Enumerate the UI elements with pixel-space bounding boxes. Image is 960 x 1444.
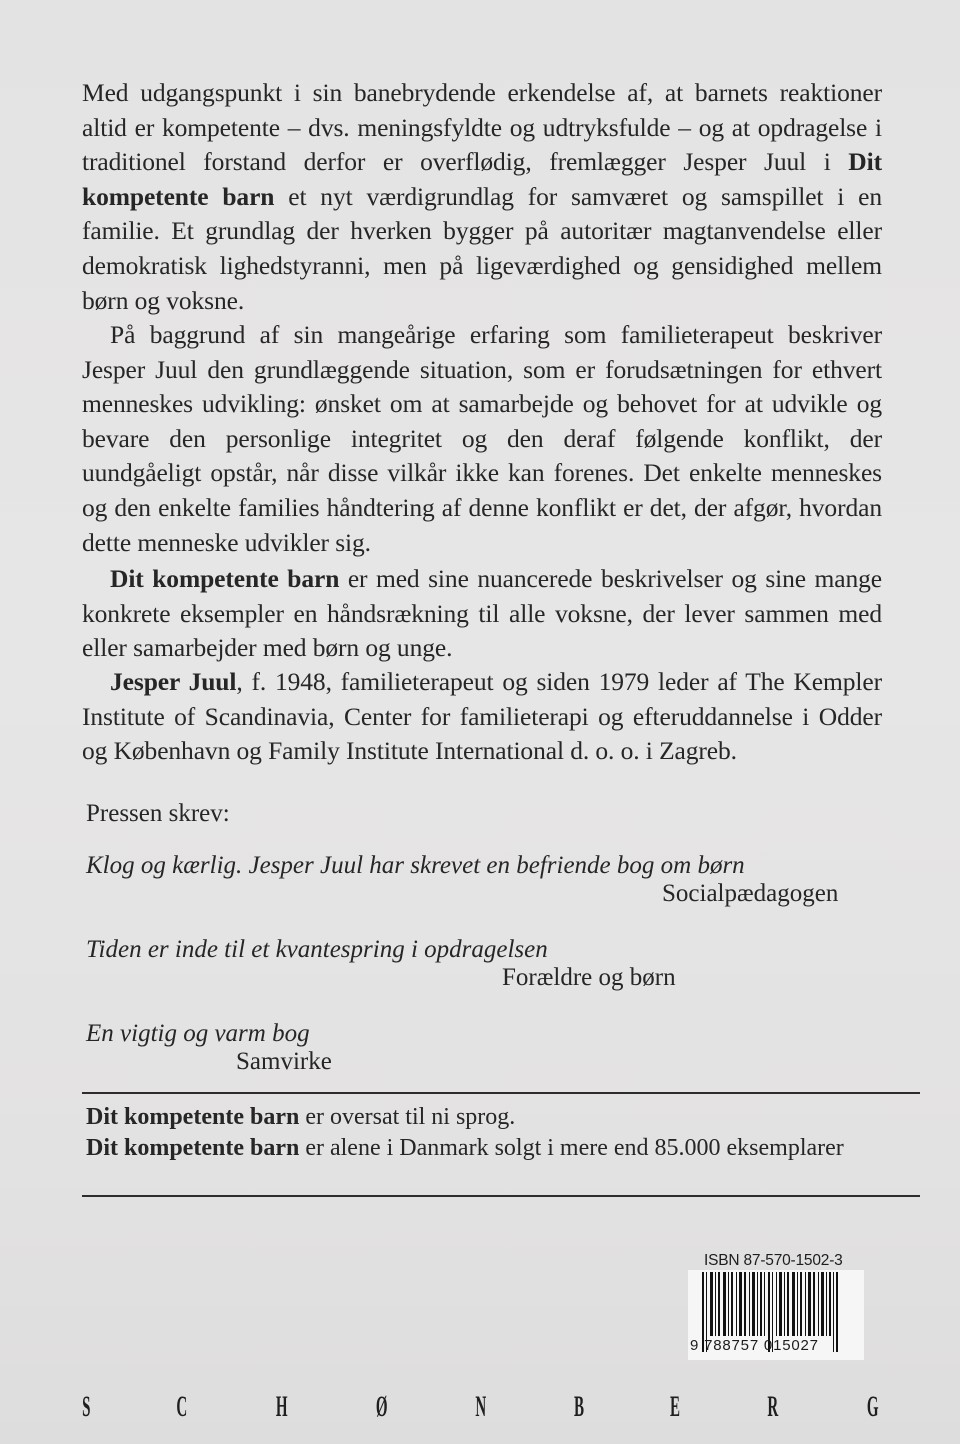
facts-line-2: Dit kompetente barn er alene i Danmark solgt i mere end 85.000 eksemplarer (86, 1135, 844, 1161)
facts-box (86, 1102, 906, 1164)
bottom-divider (82, 1195, 920, 1197)
barcode-digits: 9 788757 015027 (690, 1337, 819, 1354)
press-quote-2: Tiden er inde til et kvantespring i opdragelsen (86, 936, 548, 963)
press-quote-3: En vigtig og varm bog (86, 1020, 310, 1047)
publisher-logo (78, 1390, 884, 1424)
author-bio-paragraph: Jesper Juul, f. 1948, familieterapeut og siden 1979 leder af The Kempler Institute of Scandinavia, Center for familieterapi og efteruddannelse i Odder og København og Family Institute International d. o. o. i Zagreb. (82, 667, 882, 766)
author-name-bold: Jesper Juul (110, 667, 237, 696)
book-title-bold: Dit kompetente barn (82, 147, 882, 211)
press-source-3: Samvirke (236, 1048, 332, 1075)
press-quote-1: Klog og kærlig. Jesper Juul har skrevet en befriende bog om børn (86, 852, 745, 879)
publisher-letter: C (176, 1390, 188, 1423)
book-title-bold: Dit kompetente barn (110, 564, 340, 593)
press-source-1: Socialpædagogen (662, 880, 839, 907)
publisher-letter: H (275, 1390, 288, 1423)
description-paragraph-3: Dit kompetente barn er med sine nuancerede beskrivelser og sine mange konkrete eksempler en håndsrækning til alle voksne, der lever sammen med eller samarbejder med børn og unge. (82, 564, 883, 663)
description-paragraph-2: På baggrund af sin mangeårige erfaring som familieterapeut beskriver Jesper Juul den grundlæggende situation, som er forudsætningen for ethvert menneskes udvikling: ønsket om at samarbejde og behovet for at udvikle og bevare den personlige integritet og den deraf følgende konflikt, der uundgåeligt opstår, når disse vilkår ikke kan forenes. Det enkelte menneskes og den enkelte families håndtering af denne konflikt er det, der afgør, hvordan dette menneske udvikler sig. (82, 320, 882, 557)
publisher-letter: S (82, 1390, 91, 1423)
isbn-label: ISBN 87-570-1502-3 (704, 1252, 843, 1269)
publisher-letter: N (475, 1390, 487, 1423)
facts-line-1: Dit kompetente barn er oversat til ni sprog. (86, 1104, 516, 1130)
description-paragraph-1: Med udgangspunkt i sin banebrydende erkendelse af, at barnets reaktioner altid er kompetente – dvs. meningsfyldte og udtryksfulde – og at opdragelse i traditionel forstand derfor er overflødig, fremlægger Jesper Juul i Dit kompetente barn et nyt værdigrundlag for samværet og samspillet i en familie. Et grundlag der hverken bygger på autoritær magtanvendelse eller demokratisk lighedstyranni, men på ligeværdighed og gensidighed mellem børn og voksne. (82, 78, 882, 315)
publisher-letter: B (573, 1390, 584, 1423)
press-heading: Pressen skrev: (86, 800, 230, 827)
publisher-letter: G (866, 1390, 879, 1423)
press-source-2: Forældre og børn (502, 964, 676, 991)
publisher-letter: E (670, 1390, 681, 1423)
publisher-letter: Ø (375, 1390, 388, 1423)
publisher-letter: R (767, 1390, 779, 1423)
top-divider (82, 1092, 920, 1094)
